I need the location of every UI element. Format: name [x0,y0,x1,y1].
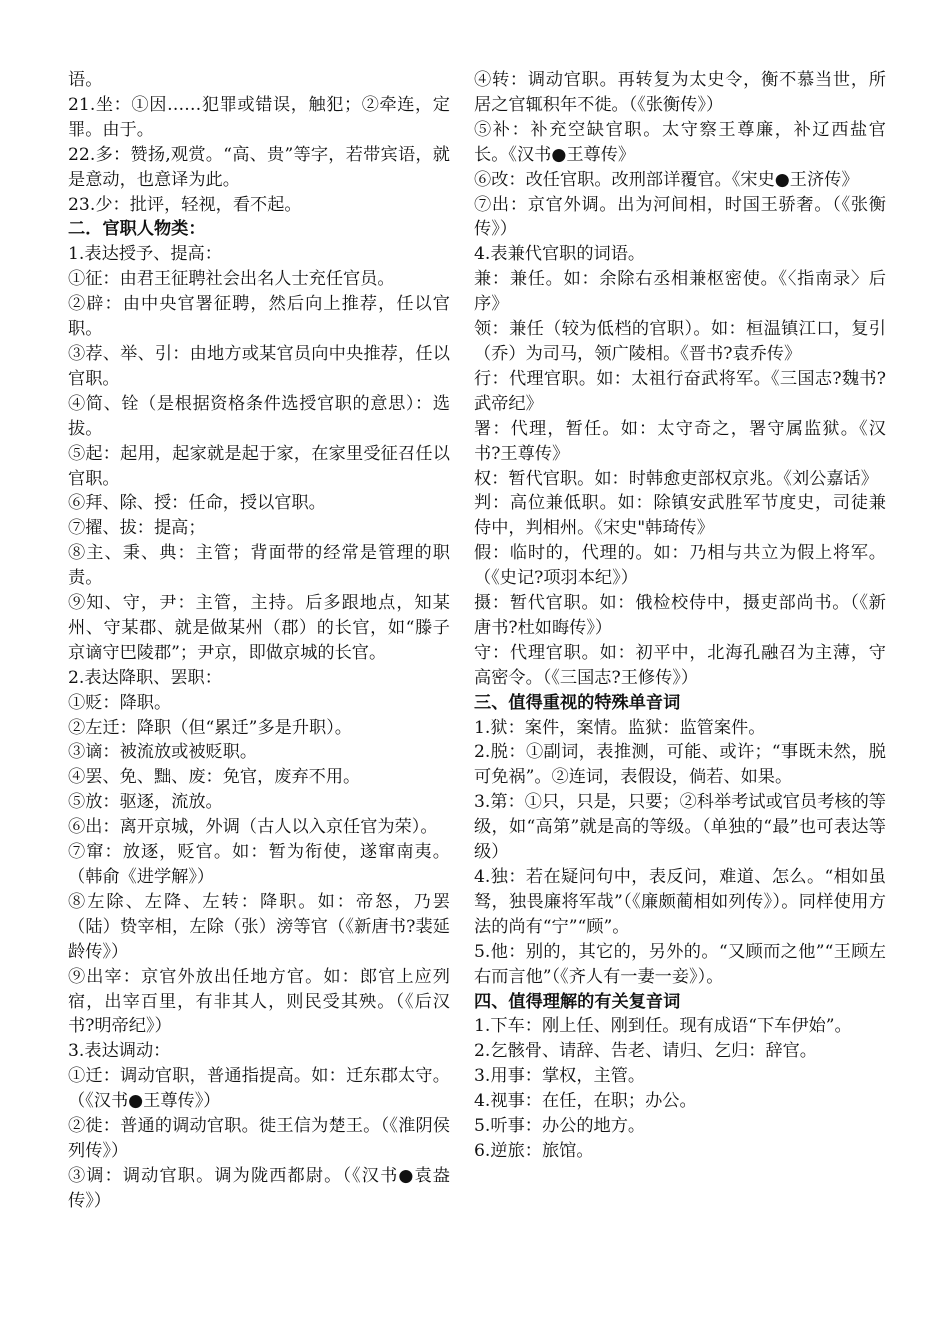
text-paragraph: ⑤补：补充空缺官职。太守察王尊廉，补辽西盐官长。《汉书●王尊传》 [474,119,886,165]
text-paragraph: ①征：由君王征聘社会出名人士充任官员。 [68,269,395,290]
text-paragraph: ④转：调动官职。再转复为太史令，衡不慕当世，所居之官辄积年不徙。（《张衡传》） [474,70,886,115]
text-paragraph: 权：暂代官职。如：时韩愈吏部权京兆。《刘公嘉话》 [474,468,878,489]
text-paragraph: 1.表达授予、提高： [68,244,222,265]
text-paragraph: ⑦窜：放逐，贬官。如：暂为衔使，遂窜南夷。（韩俞《进学解》） [68,842,450,887]
text-paragraph: ①迁：调动官职，普通指提高。如：迁东郡太守。（《汉书●王尊传》） [68,1066,450,1112]
text-paragraph: 行：代理官职。如：太祖行奋武将军。《三国志?魏书?武帝纪》 [474,368,886,414]
text-paragraph: 22.多：赞扬,观赏。“高、贵”等字，若带宾语，就是意动，也意译为此。 [68,144,450,190]
text-paragraph: 2.表达降职、罢职： [68,667,222,688]
text-paragraph: ②辟：由中央官署征聘，然后向上推荐，任以官职。 [68,294,450,340]
text-paragraph: 语。 [68,70,103,90]
text-paragraph: 兼：兼任。如：余除右丞相兼枢密使。《〈指南录〉后序》 [474,269,886,315]
text-paragraph: 5.听事：办公的地方。 [474,1116,646,1137]
section-heading: 三、值得重视的特殊单音词 [474,692,681,713]
text-paragraph: 4.独：若在疑问句中，表反问，难道、怎么。“相如虽驽，独畏廉将军哉”（《廉颇蔺相如列传》）。同样使用方法的尚有“宁”“顾”。 [474,867,886,937]
text-paragraph: 3.第：①只，只是，只要；②科举考试或官员考核的等级，如“高第”就是高的等级。（单独的“最”也可表达等级） [474,792,886,863]
text-paragraph: 判：高位兼低职。如：除镇安武胜军节度史，司徒兼侍中，判相州。《宋史"韩琦传》 [474,493,886,539]
text-paragraph: ③谪：被流放或被贬职。 [68,742,258,763]
text-paragraph: ①贬：降职。 [68,692,172,713]
text-paragraph: 3.用事：掌权，主管。 [474,1066,646,1087]
text-paragraph: 3.表达调动： [68,1041,171,1062]
text-paragraph: ⑨出宰：京官外放出任地方官。如：郎官上应列宿，出宰百里，有非其人，则民受其殃。（《后汉书?明帝纪》） [68,966,450,1037]
text-paragraph: 1.下车：刚上任、刚到任。现有成语“下车伊始”。 [474,1016,852,1037]
text-paragraph: 4.视事：在任，在职；办公。 [474,1091,697,1112]
text-paragraph: ③调：调动官职。调为陇西都尉。（《汉书●袁盎传》） [68,1165,450,1211]
right-column [474,68,886,1164]
text-paragraph: ⑥出：离开京城，外调（古人以入京任官为荣）。 [68,817,438,838]
text-paragraph: ④简、铨（是根据资格条件选授官职的意思）：选拔。 [68,393,450,439]
text-paragraph: 领：兼任（较为低档的官职）。如：桓温镇江口，复引（乔）为司马，领广陵相。《晋书?袁乔传》 [474,319,886,364]
text-paragraph: ⑧左除、左降、左转：降职。如：帝怒，乃罢（陆）贽宰相，左除（张）滂等官（《新唐书?裴延龄传》） [68,891,450,962]
text-paragraph: 2.脱：①副词，表推测，可能、或许；“事既未然，脱可免祸”。②连词，表假设，倘若、如果。 [474,742,886,788]
text-paragraph: ⑦擢、拔：提高； [68,518,206,539]
text-paragraph: 21.坐：①因……犯罪或错误，触犯；②牵连，定罪。由于。 [68,94,450,140]
text-paragraph: 4.表兼代官职的词语。 [474,244,646,265]
left-column [68,68,450,1214]
text-paragraph: ②左迁：降职（但“累迁”多是升职）。 [68,717,352,738]
text-paragraph: 署：代理，暂任。如：太守奇之，署守属监狱。《汉书?王尊传》 [474,418,886,464]
text-paragraph: ⑨知、守，尹：主管，主持。后多跟地点，知某州、守某郡、就是做某州（郡）的长官，如“滕子京谪守巴陵郡”；尹京，即做京城的长官。 [68,593,450,663]
text-paragraph: ⑥拜、除、授：任命，授以官职。 [68,493,326,514]
section-heading: 二．官职人物类： [68,219,206,240]
text-paragraph: ⑤起：起用，起家就是起于家，在家里受征召任以官职。 [68,443,450,489]
text-paragraph: 23.少：批评，轻视，看不起。 [68,194,302,215]
text-paragraph: 摄：暂代官职。如：俄检校侍中，摄吏部尚书。（《新唐书?杜如晦传》） [474,593,886,638]
text-paragraph: ④罢、免、黜、废：免官，废弃不用。 [68,767,361,788]
text-paragraph: 1.狱：案件，案情。监狱：监管案件。 [474,717,766,738]
text-paragraph: 守：代理官职。如：初平中，北海孔融召为主薄，守高密令。（《三国志?王修传》） [474,642,886,688]
text-paragraph: ⑥改：改任官职。改刑部详覆官。《宋史●王济传》 [474,169,859,190]
text-paragraph: 假：临时的，代理的。如：乃相与共立为假上将军。（《史记?项羽本纪》） [474,543,886,589]
text-paragraph: ⑤放：驱逐，流放。 [68,792,223,813]
text-paragraph: ②徙：普通的调动官职。徙王信为楚王。（《淮阴侯列传》） [68,1116,450,1161]
text-paragraph: 5.他：别的，其它的，另外的。“又顾而之他”“王顾左右而言他”（《齐人有一妻一妾》）。 [474,941,886,987]
text-paragraph: ③荐、举、引：由地方或某官员向中央推荐，任以官职。 [68,343,450,389]
text-paragraph: 6.逆旅：旅馆。 [474,1140,594,1161]
text-paragraph: 2.乞骸骨、请辞、告老、请归、乞归：辞官。 [474,1041,817,1062]
text-paragraph: ⑧主、秉、典：主管；背面带的经常是管理的职责。 [68,543,450,589]
section-heading: 四、值得理解的有关复音词 [474,991,681,1012]
text-paragraph: ⑦出：京官外调。出为河间相，时国王骄奢。（《张衡传》） [474,194,886,240]
